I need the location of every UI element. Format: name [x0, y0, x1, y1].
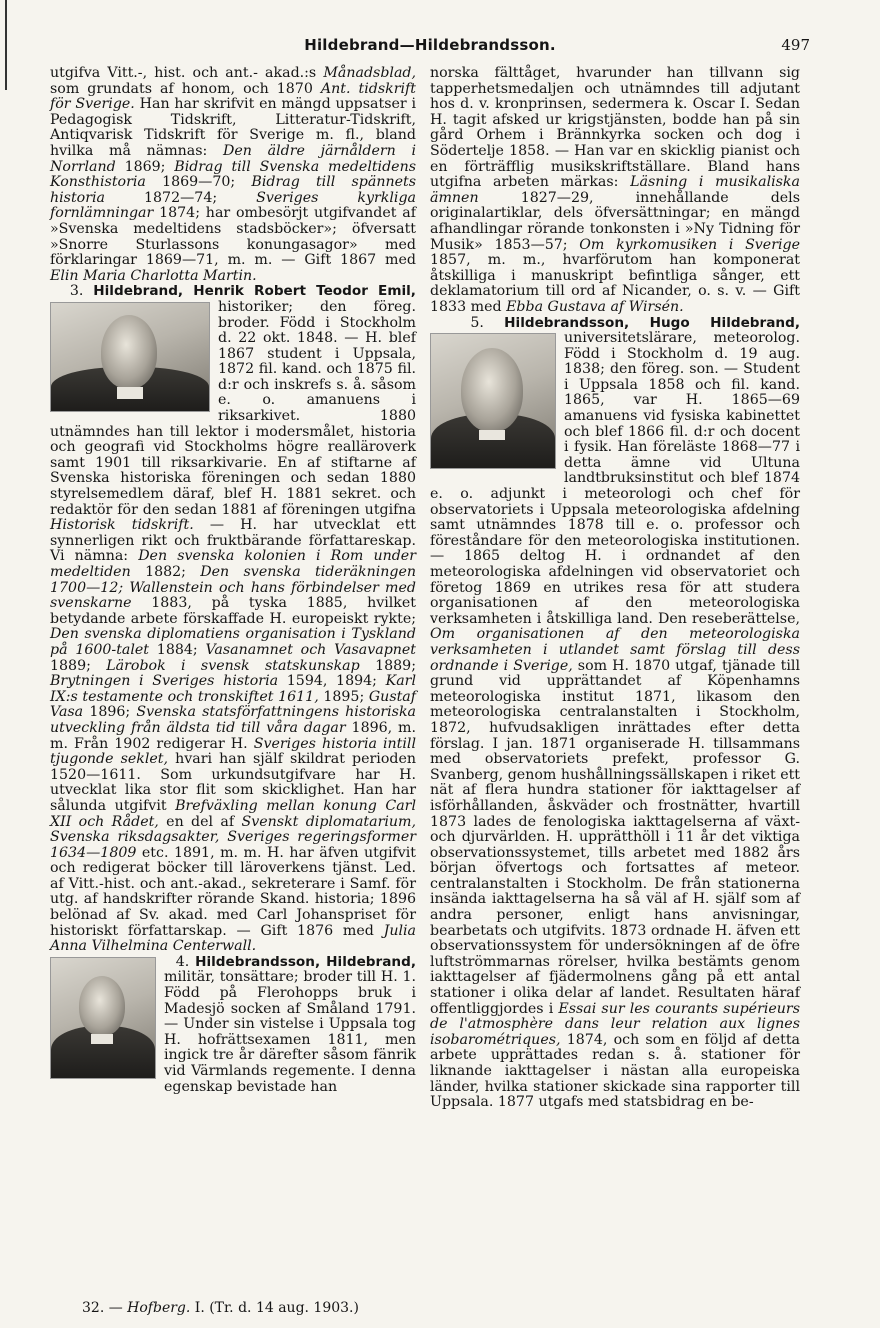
portrait-henrik-hildebrand: [50, 302, 210, 412]
entry-heading: Hildebrand, Henrik Robert Teodor Emil,: [93, 283, 416, 300]
entry-number: 3.: [69, 283, 84, 300]
portrait-hildebrand-hildebrandsson: [50, 957, 156, 1079]
entry-heading: Hildebrandsson, Hildebrand,: [195, 953, 416, 970]
entry-5: 5. Hildebrandsson, Hugo Hildebrand, universitetslärare, meteorolog. Född i Stockholm d. 19 aug. 1838; den föreg. son. — Student i Uppsala 1858 och fil. kand. 1865, var H. 1865—69 amanuens vid fysiska kabinettet och blef 1866 fil. d:r och docent i fysik. Han föreläste 1868—77 i detta ämne vid Ultuna landtbruksinstitut och blef 1874 e. o. adjunkt i meteorologi och chef för observatoriets i Uppsala meteorologiska afdelning samt utnämndes 1878 till e. o. professor och föreståndare för den meteorologiska institutionen. — 1865 deltog H. i ordnandet af den meteorologiska afdelningen vid observatoriet och företog 1869 en utrikes resa för att studera organisationen af den meteorologiska verksamheten i åtskilliga land. Den reseberättelse, Om organisationen af den meteorologiska verksamheten i utlandet samt förslag till dess ordnande i Sverige, som H. 1870 utgaf, tjänade till grund vid upprättandet af Köpenhamns meteorologiska institut 1871, likasom den meteorologiska centralanstalten i Stockholm, 1872, hufvudsakligen inrättades efter detta förslag. I jan. 1871 organiserade H. tillsammans med observatoriets prefekt, professor G. Svanberg, genom hushållningssällskapen i riket ett nät af flera hundra stationer för iakttagelser af isförhållanden, åskväder och frostnätter, hvartill 1873 lades de fenologiska iakttagelserna af växt- och djurvärlden. H. upprätthöll i 11 år det viktiga observationssystemet, tills arbetet med 1882 års början öfvertogs och fortsattes af meteor. centralanstalten i Stockholm. De från stationerna insända iakttagelserna ha så väl af H. själf som af andra personer, enligt hans anvisningar, bearbetats och utgifvits. 1873 ordnade H. äfven ett observationssystem för undersökningen af de öfre luftströmmarnas rörelser, hvilka bestämts genom iakttagelser af fjädermolnens gång på ett antal stationer i olika delar af landet. Resultaten häraf offentliggjordes i Essai sur les courants supérieurs de l'atmosphère dans leur relation aux lignes isobarométriques, 1874, och som en följd af detta arbete upprättades redan s. å. stationer för liknande iakttagelser i nästan alla europeiska länder, hvilka stationer skickade sina rapporter till Uppsala. 1877 utgafs med statsbidrag en be-: [430, 314, 800, 1111]
entry-2-continuation: utgifva Vitt.-, hist. och ant.- akad.:s Månadsblad, som grundats af honom, och 1870 Ant. tidskrift för Sverige. Han har skrifvit en mängd uppsatser i Pedagogisk Tidskrift, Litteratur-Tidskrift, Antiqvarisk Tidskrift för Sverige m. fl., bland hvilka må nämnas: Den äldre järnåldern i Norrland 1869; Bidrag till Svenska medeltidens Konsthistoria 1869—70; Bidrag till spännets historia 1872—74; Sveriges kyrkliga fornlämningar 1874; har ombesörjt utgifvandet af »Svenska medeltidens stadsböcker»; öfversatt »Snorre Sturlassons konungasagor» med förklaringar 1869—71, m. m. — Gift 1867 med Elin Maria Charlotta Martin.: [50, 65, 417, 284]
entry-4: 4. Hildebrandsson, Hildebrand, militär, tonsättare; broder till H. 1. Född på Flerohopps bruk i Madesjö socken af Småland 1791. — Under sin vistelse i Uppsala tog H. hofrättsexamen 1811, men ingick tre år därefter såsom fänrik vid Värmlands regemente. I denna egenskap bevistade han: [50, 955, 416, 1095]
right-column: [430, 66, 800, 1111]
entry-number: 4.: [175, 953, 190, 970]
entry-3: 3. Hildebrand, Henrik Robert Teodor Emil, historiker; den föreg. broder. Född i Stockholm d. 22 okt. 1848. — H. blef 1867 student i Uppsala, 1872 fil. kand. och 1875 fil. d:r och inskrefs s. å. såsom e. o. amanuens i riksarkivet. 1880 utnämndes han till lektor i modersmålet, historia och geografi vid Stockholms högre realläroverk samt 1901 till riksarkivarie. En af stiftarne af Svenska historiska föreningen och sedan 1880 styrelsemedlem däraf, blef H. 1881 sekret. och redaktör för den sedan 1881 af föreningen utgifna Historisk tidskrift. — H. har utvecklat ett synnerligen rikt och fruktbärande författareskap. Vi nämna: Den svenska kolonien i Rom under medeltiden 1882; Den svenska tideräkningen 1700—12; Wallenstein och hans förbindelser med svenskarne 1883, på tyska 1885, hvilket betydande arbete förskaffade H. europeiskt rykte; Den svenska diplomatiens organisation i Tyskland på 1600-talet 1884; Vasanamnet och Vasavapnet 1889; Lärobok i svensk statskunskap 1889; Brytningen i Sveriges historia 1594, 1894; Karl IX:s testamente och tronskiftet 1611, 1895; Gustaf Vasa 1896; Svenska statsförfattningens historiska utveckling från äldsta tid till våra dagar 1896, m. m. Från 1902 redigerar H. Sveriges historia intill tjugonde seklet, hvari han själf skildrat perioden 1520—1611. Som urkundsutgifvare har H. utvecklat lika stor flit som skicklighet. Han har sålunda utgifvit Brefväxling mellan konung Carl XII och Rådet, en del af Svenskt diplomatarium, Svenska riksdagsakter, Sveriges regeringsformer 1634—1809 etc. 1891, m. m. H. har äfven utgifvit och redigerat böcker till läroverkens tjänst. Led. af Vitt.-hist. och ant.-akad., sekreterare i Samf. för utg. af handskrifter rörande Skand. historia; 1896 belönad af Sv. akad. med Carl Johanspriset för historiskt författarskap. — Gift 1876 med Julia Anna Vilhelmina Centerwall.: [50, 283, 417, 955]
entry-4-continuation: norska fälttåget, hvarunder han tillvann sig tapperhetsmedaljen och utnämndes till adjutant hos d. v. kronprinsen, sedermera k. Oscar I. Sedan H. tagit afsked ur krigstjänsten, bodde han på sin gård Orhem i Brännkyrka socken och dog i Södertelje 1858. — Han var en skicklig pianist och en förträfflig musikskriftställare. Bland hans utgifna arbeten märkas: Läsning i musikaliska ämnen 1827—29, innehållande dels originalartiklar, dels öfversättningar; en mängd afhandlingar rörande tonkonsten i »Ny Tidning för Musik» 1853—57; Om kyrkomusiken i Sverige 1857, m. m., hvarförutom han komponerat åtskilliga i manuskript befintliga sånger, ett deklamatorium till ord af Nicander, o. s. v. — Gift 1833 med Ebba Gustava af Wirsén.: [430, 65, 800, 315]
entry-heading: Hildebrandsson, Hugo Hildebrand,: [504, 314, 800, 331]
running-head: Hildebrand—Hildebrandsson.: [304, 36, 556, 54]
entry-number: 5.: [470, 314, 484, 331]
margin-rule: [5, 0, 7, 90]
portrait-hugo-hildebrandsson: [430, 333, 556, 469]
left-column: [50, 66, 416, 1095]
page-number: 497: [781, 36, 810, 54]
signature-footer: 32. — Hofberg. I. (Tr. d. 14 aug. 1903.): [82, 1300, 359, 1316]
page-header: [50, 36, 810, 58]
